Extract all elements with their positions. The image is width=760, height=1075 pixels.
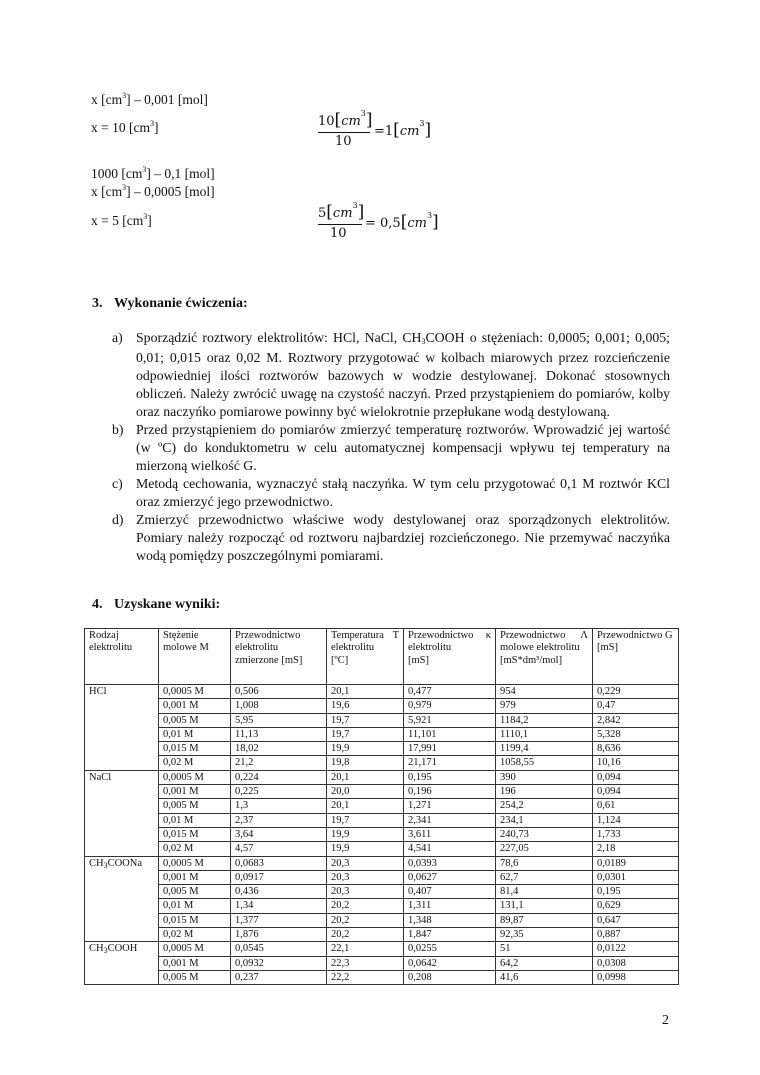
table-cell: 227,05 [496,842,593,856]
header-cell: Stężenie molowe M [159,629,231,685]
table-cell: 0,0005 M [159,942,231,956]
table-cell: 4,57 [231,842,327,856]
table-cell: 51 [496,942,593,956]
table-cell: 0,005 M [159,713,231,727]
calc-line: x = 10 $[cm^3]$ [91,119,159,135]
table-cell: 0,0189 [593,856,679,870]
table-cell: 22,2 [327,970,404,984]
table-cell: 0,61 [593,799,679,813]
table-row [85,827,679,841]
table-cell: 0,0005 M [159,685,231,699]
table-cell: 0,005 M [159,885,231,899]
table-cell: 11,13 [231,727,327,741]
header-cell: Przewodnictwo elektrolitu κ [mS] [404,629,496,685]
table-cell: 0,0998 [593,970,679,984]
table-cell: 19,7 [327,813,404,827]
table-cell: 21,171 [404,756,496,770]
table-cell: 0,0005 M [159,856,231,870]
table-cell: 979 [496,699,593,713]
table-row [85,699,679,713]
page-number: 2 [662,1013,669,1028]
table-cell: 1,348 [404,913,496,927]
header-cell: Przewodnictwo elektrolitu zmierzone [mS] [231,629,327,685]
table-row [85,713,679,727]
table-cell: 0,887 [593,928,679,942]
calc-line: 1000 $[cm^3] - 0,1$ [mol] [91,165,215,181]
table-cell: 0,01 M [159,727,231,741]
table-cell: 0,629 [593,899,679,913]
table-cell: 0,0393 [404,856,496,870]
section-heading: 3. Wykonanie ćwiczenia: [92,296,248,311]
table-cell: 2,341 [404,813,496,827]
table-cell: 0,015 M [159,827,231,841]
table-cell: 1,124 [593,813,679,827]
calc-line: x $[cm^3] - 0,0005$ [mol] [91,183,215,199]
list-item: c) Metodą cechowania, wyznaczyć stałą naczyńka. W tym celu przygotować 0,1 M roztwór KCl oraz zmierzyć jego przewodnictwo. [112,476,670,509]
table-cell: 20,0 [327,785,404,799]
calc-line: x = 5 $[cm^3]$ [91,212,152,228]
table-row [85,685,679,699]
table-cell: 0,506 [231,685,327,699]
table-cell: 17,991 [404,742,496,756]
table-cell: 0,225 [231,785,327,799]
table-row [85,942,679,956]
table-cell: 1199,4 [496,742,593,756]
table-cell: 390 [496,770,593,784]
table-row [85,899,679,913]
table-cell: 0,0301 [593,870,679,884]
table-cell: 0,436 [231,885,327,899]
table-cell: 0,0122 [593,942,679,956]
table-cell: 19,9 [327,742,404,756]
results-table [84,628,679,985]
table-cell: 0,0308 [593,956,679,970]
table-cell: 21,2 [231,756,327,770]
header-cell: Rodzaj elektrolitu [85,629,159,685]
table-cell: 0,02 M [159,928,231,942]
table-cell: 5,921 [404,713,496,727]
table-cell: 131,1 [496,899,593,913]
table-cell: 8,636 [593,742,679,756]
table-cell: 19,8 [327,756,404,770]
table-cell: 20,3 [327,870,404,884]
table-cell: 0,477 [404,685,496,699]
table-cell: 240,73 [496,827,593,841]
table-cell: 254,2 [496,799,593,813]
table-cell: 1058,55 [496,756,593,770]
table-row [85,727,679,741]
list-item: d) Zmierzyć przewodnictwo właściwe wody destylowanej oraz sporządzonych elektrolitów. Pomiary należy rozpocząć od roztworu najbardziej rozcieńczonego. Nie przemywać naczyńka wodą pomiędzy poszczególnymi pomiarami. [112,512,670,563]
electrolyte-name-cell: HCl [85,685,159,771]
table-cell: 20,1 [327,685,404,699]
table-cell: 0,647 [593,913,679,927]
table-row [85,970,679,984]
table-cell: 19,9 [327,827,404,841]
table-cell: 2,842 [593,713,679,727]
table-row [85,756,679,770]
table-cell: 20,2 [327,928,404,942]
table-cell: 0,001 M [159,870,231,884]
header-cell: Przewodnictwo molowe elektrolitu Λ [mS*dm³/mol] [496,629,593,685]
table-cell: 0,001 M [159,785,231,799]
calc-line: x $[cm^3] - 0,001$ [mol] [91,91,208,107]
table-cell: 78,6 [496,856,593,870]
table-cell: 0,094 [593,770,679,784]
instruction-list [112,329,670,565]
table-cell: 0,237 [231,970,327,984]
table-cell: 0,015 M [159,913,231,927]
table-row [85,785,679,799]
table-cell: 19,9 [327,842,404,856]
table-cell: 0,0255 [404,942,496,956]
table-row [85,799,679,813]
list-item: b) Przed przystąpieniem do pomiarów zmierzyć temperaturę roztworów. Wprowadzić jej wartość (w ºC) do konduktometru w celu automatycznej kompensacji wpływu tej temperatury na mierzoną wielkość G. [112,422,670,473]
table-cell: 1,008 [231,699,327,713]
table-cell: 19,7 [327,727,404,741]
table-cell: 89,87 [496,913,593,927]
table-cell: 1,311 [404,899,496,913]
table-cell: 0,0627 [404,870,496,884]
table-cell: 19,7 [327,713,404,727]
table-row [85,856,679,870]
table-cell: 0,094 [593,785,679,799]
table-cell: 1,271 [404,799,496,813]
electrolyte-name-cell: NaCl [85,770,159,856]
table-cell: 20,2 [327,913,404,927]
table-cell: 0,0642 [404,956,496,970]
table-cell: 92,35 [496,928,593,942]
table-row [85,870,679,884]
table-cell: 1,34 [231,899,327,913]
table-cell: 1,847 [404,928,496,942]
table-cell: 3,611 [404,827,496,841]
table-cell: 10,16 [593,756,679,770]
table-cell: 1,733 [593,827,679,841]
table-row [85,813,679,827]
table-row [85,928,679,942]
table-cell: 2,37 [231,813,327,827]
table-cell: 1,876 [231,928,327,942]
table-cell: 81,4 [496,885,593,899]
table-cell: 954 [496,685,593,699]
table-cell: 0,0917 [231,870,327,884]
table-cell: 22,3 [327,956,404,970]
table-cell: 0,0932 [231,956,327,970]
table-row [85,956,679,970]
table-cell: 234,1 [496,813,593,827]
table-cell: 0,47 [593,699,679,713]
header-cell: Przewodnictwo G [mS] [593,629,679,685]
table-cell: 5,95 [231,713,327,727]
table-cell: 19,6 [327,699,404,713]
table-cell: 3,64 [231,827,327,841]
table-cell: 0,005 M [159,970,231,984]
table-cell: 0,005 M [159,799,231,813]
table-row [85,742,679,756]
table-cell: 20,1 [327,770,404,784]
table-row [85,842,679,856]
table-cell: 0,001 M [159,699,231,713]
table-cell: 0,02 M [159,842,231,856]
table-cell: 0,208 [404,970,496,984]
table-cell: 0,015 M [159,742,231,756]
table-cell: 22,1 [327,942,404,956]
table-cell: 0,195 [593,885,679,899]
header-cell: Temperatura elektrolitu T [ºC] [327,629,404,685]
table-cell: 20,2 [327,899,404,913]
table-cell: 0,196 [404,785,496,799]
list-item: a) Sporządzić roztwory elektrolitów: HCl, NaCl, $CH_3COOH$ o stężeniach: 0,0005; 0,001; 0,005; 0,01; 0,015 oraz 0,02 M. Roztwory przygotować w kolbach miarowych przez rozcieńczenie odpowiedniej ilości roztworów bazowych w wodzie destylowanej. Dokonać stosownych obliczeń. Należy zwrócić uwagę na czystość naczyń. Przed przystąpieniem do pomiarów, kolby oraz naczyńko pomiarowe powinny być wielokrotnie przepłukane wodą destylowaną. [112,330,670,419]
table-cell: 0,001 M [159,956,231,970]
table-header-row [85,629,679,685]
table-cell: 11,101 [404,727,496,741]
table-cell: 18,02 [231,742,327,756]
table-cell: 0,195 [404,770,496,784]
table-cell: 0,0005 M [159,770,231,784]
table-cell: 1,3 [231,799,327,813]
electrolyte-name-cell: $CH_3COOH$ [85,942,159,985]
table-cell: 0,224 [231,770,327,784]
table-cell: 20,3 [327,856,404,870]
table-cell: 0,01 M [159,899,231,913]
table-cell: 0,02 M [159,756,231,770]
table-cell: 0,0545 [231,942,327,956]
table-cell: 64,2 [496,956,593,970]
table-cell: 4,541 [404,842,496,856]
table-cell: 5,328 [593,727,679,741]
table-cell: 62,7 [496,870,593,884]
electrolyte-name-cell: $CH_3COONa$ [85,856,159,942]
table-row [85,770,679,784]
table-cell: 0,229 [593,685,679,699]
table-cell: 1,377 [231,913,327,927]
table-cell: 0,407 [404,885,496,899]
table-cell: 2,18 [593,842,679,856]
table-cell: 1110,1 [496,727,593,741]
table-cell: 0,0683 [231,856,327,870]
section-heading: 4. Uzyskane wyniki: [92,597,221,612]
table-cell: 196 [496,785,593,799]
table-cell: 0,979 [404,699,496,713]
table-cell: 20,3 [327,885,404,899]
table-row [85,885,679,899]
table-cell: 41,6 [496,970,593,984]
table-row [85,913,679,927]
table-cell: 0,01 M [159,813,231,827]
table-cell: 1184,2 [496,713,593,727]
table-cell: 20,1 [327,799,404,813]
